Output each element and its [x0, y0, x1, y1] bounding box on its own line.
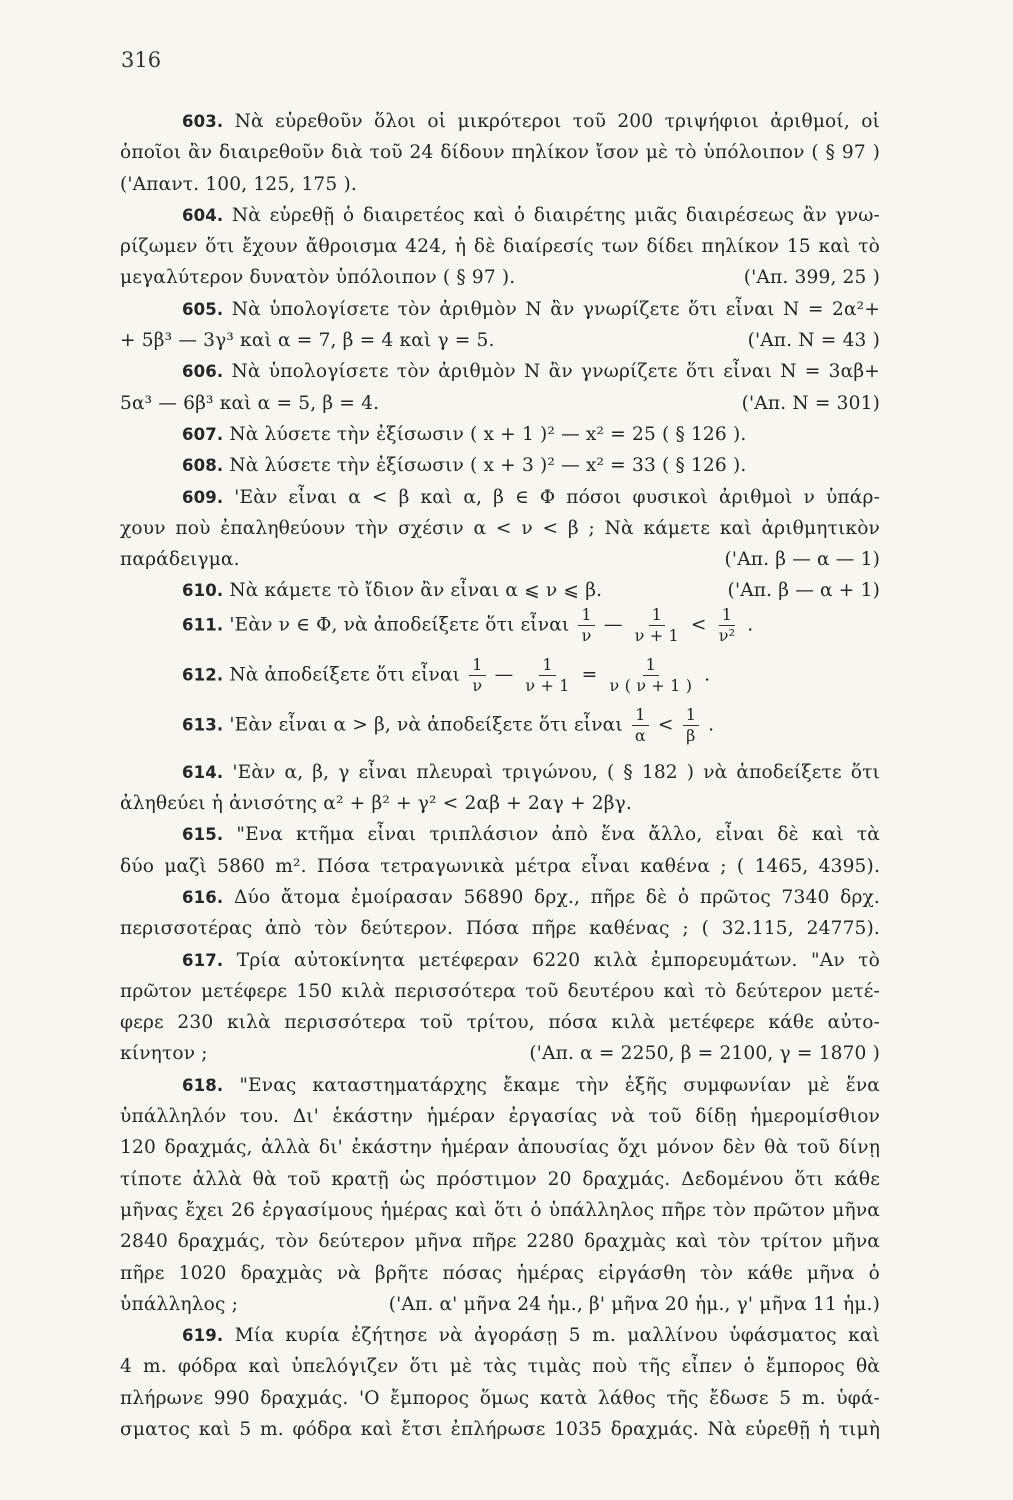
- text-line: [120, 1070, 880, 1101]
- text-line: [120, 1132, 880, 1163]
- problem-number: 617.: [182, 950, 224, 970]
- fraction-numerator: 1: [643, 657, 659, 676]
- line-text: Νὰ ὑπολογίσετε τὸν ἀριθμὸν Ν ἂν γνωρίζετε ὅτι εἶναι Ν = 2α²+: [231, 298, 880, 320]
- line-text: 'Εὰν εἶναι α < β καὶ α, β ∈ Φ πόσοι φυσικοὶ ἀριθμοὶ ν ὑπάρ-: [234, 486, 881, 508]
- text-line: [120, 913, 880, 944]
- fraction-numerator: 1: [469, 657, 485, 676]
- problem-number: 618.: [182, 1075, 224, 1095]
- text-line: [120, 262, 880, 293]
- math-operator: <: [684, 614, 713, 636]
- line-text: περισσοτέρας ἀπὸ τὸν δεύτερον. Πόσα πῆρε καθένας ; ( 32.115, 24775).: [120, 918, 880, 940]
- text-line: [120, 1101, 880, 1132]
- fraction: [469, 654, 485, 695]
- line-text: ὑπάλληλόν του. Δι' ἑκάστην ἡμέραν ἐργασίας νὰ τοῦ δίδῃ ἡμερομίσθιον: [120, 1106, 880, 1128]
- text-line: [120, 945, 880, 976]
- line-text: ὁποῖοι ἂν διαιρεθοῦν διὰ τοῦ 24 δίδουν πηλίκον ἴσον μὲ τὸ ὑπόλοιπον ( § 97 ): [120, 142, 880, 164]
- problem-number: 604.: [182, 205, 224, 225]
- text-line: [120, 1258, 880, 1289]
- line-text: "Ενας καταστηματάρχης ἔκαμε τὴν ἑξῆς συμφωνίαν μὲ ἕνα: [239, 1074, 881, 1096]
- text-line: [120, 819, 880, 850]
- fraction: [606, 654, 695, 695]
- fraction-numerator: 1: [632, 707, 648, 726]
- text-line: [120, 575, 880, 606]
- fraction: [632, 704, 649, 745]
- text-line: [120, 1007, 880, 1038]
- line-text: ἀληθεύει ἡ ἀνισότης α² + β² + γ² < 2αβ + 2αγ + 2βγ.: [120, 793, 632, 815]
- fraction-denominator: ν + 1: [634, 625, 679, 645]
- math-line: [120, 704, 880, 757]
- text-line: [120, 788, 880, 819]
- problem-number: 614.: [182, 762, 224, 782]
- line-text: 2840 δραχμάς, τὸν δεύτερον μῆνα πῆρε 2280 δραχμὰς καὶ τὸν τρίτον μῆνα: [120, 1231, 880, 1253]
- problem-number: 603.: [182, 112, 224, 131]
- math-operator: .: [702, 714, 715, 736]
- math-operator: .: [698, 664, 711, 686]
- text-line: [120, 851, 880, 882]
- fraction-denominator: β: [686, 725, 696, 745]
- answer-text: ('Απ. 399, 25 ): [743, 267, 880, 289]
- text-line: [120, 1164, 880, 1195]
- line-text: 120 δραχμάς, ἀλλὰ δι' ἑκάστην ἡμέραν ἀπουσίας ὄχι μόνον δὲν θὰ τοῦ δίνῃ: [120, 1137, 880, 1159]
- line-text: Δύο ἄτομα ἐμοίρασαν 56890 δρχ., πῆρε δὲ ὁ πρῶτος 7340 δρχ.: [233, 886, 880, 908]
- math-operator: —: [597, 614, 629, 636]
- text-line: [120, 1038, 880, 1069]
- text-line: [120, 1383, 880, 1414]
- fraction-numerator: 1: [719, 607, 735, 626]
- line-text: Νὰ λύσετε τὴν ἐξίσωσιν ( x + 1 )² — x² = 25 ( § 126 ).: [229, 423, 747, 445]
- text-line: [120, 513, 880, 544]
- line-text: Τρία αὐτοκίνητα μετέφεραν 6220 κιλὰ ἐμπορευμάτων. "Αν τὸ: [236, 949, 880, 971]
- text-line: [120, 482, 880, 513]
- problem-number: 616.: [182, 887, 224, 907]
- line-text: μῆνας ἔχει 26 ἐργασίμους ἡμέρας καὶ ὅτι ὁ ὑπάλληλος πῆρε τὸν πρῶτον μῆνα: [120, 1199, 880, 1221]
- text-line: [120, 169, 880, 200]
- fraction: [683, 704, 699, 745]
- fraction-denominator: ν + 1: [525, 675, 570, 695]
- text-line: [120, 1320, 880, 1351]
- math-line: [120, 604, 880, 657]
- line-text: Νὰ ὑπολογίσετε τὸν ἀριθμὸν Ν ἂν γνωρίζετε ὅτι εἶναι Ν = 3αβ+: [231, 361, 880, 383]
- text-line: [120, 1195, 880, 1226]
- text-line: [120, 1351, 880, 1382]
- math-line: [120, 654, 880, 707]
- line-text: + 5β³ — 3γ³ καὶ α = 7, β = 4 καὶ γ = 5.: [120, 330, 495, 352]
- line-text: χουν ποὺ ἐπαληθεύουν τὴν σχέσιν α < ν < β ; Νὰ κάμετε καὶ ἀριθμητικὸν: [120, 517, 880, 539]
- fraction: [716, 604, 738, 645]
- math-operator: —: [488, 664, 520, 686]
- line-text: παράδειγμα.: [120, 549, 240, 571]
- line-text: Νὰ ἀποδείξετε ὅτι εἶναι: [229, 664, 461, 686]
- text-line: [120, 882, 880, 913]
- line-text: Νὰ λύσετε τὴν ἐξίσωσιν ( x + 3 )² — x² = 33 ( § 126 ).: [229, 455, 747, 477]
- math-operator: .: [741, 614, 754, 636]
- answer-text: ('Απ. Ν = 301): [741, 392, 880, 414]
- problem-number: 606.: [182, 362, 224, 382]
- problem-number: 612.: [182, 665, 224, 685]
- problem-number: 611.: [182, 615, 224, 635]
- problem-number: 615.: [182, 825, 224, 845]
- text-line: [120, 976, 880, 1007]
- problem-number: 613.: [182, 715, 224, 735]
- math-operator: =: [575, 664, 604, 686]
- problem-number: 610.: [182, 581, 224, 601]
- fraction: [522, 654, 572, 695]
- line-text: Μία κυρία ἐζήτησε νὰ ἀγοράσῃ 5 m. μαλλίνου ὑφάσματος καὶ: [234, 1325, 881, 1347]
- text-line: [120, 757, 880, 788]
- fraction-denominator: ν²: [718, 625, 736, 645]
- line-text: μεγαλύτερον δυνατὸν ὑπόλοιπον ( § 97 ).: [120, 267, 516, 289]
- fraction: [632, 604, 682, 645]
- line-text: ρίζωμεν ὅτι ἔχουν ἄθροισμα 424, ἡ δὲ διαίρεσίς των δίδει πηλίκον 15 καὶ τὸ: [120, 236, 880, 258]
- answer-text: ('Απ. β — α + 1): [727, 580, 880, 602]
- answer-text: ('Απ. β — α — 1): [724, 549, 880, 571]
- text-body: [120, 106, 880, 1445]
- fraction-denominator: ν: [472, 675, 483, 695]
- problem-number: 605.: [182, 299, 224, 319]
- fraction-numerator: 1: [539, 657, 555, 676]
- text-line: [120, 106, 880, 137]
- line-text: ὑπάλληλος ;: [120, 1293, 239, 1315]
- text-line: [120, 200, 880, 231]
- line-text: πῆρε 1020 δραχμὰς νὰ βρῆτε πόσας ἡμέρας εἰργάσθη τὸν κάθε μῆνα ὁ: [120, 1262, 880, 1284]
- problem-number: 608.: [182, 456, 224, 476]
- page-number: 316: [121, 48, 162, 72]
- line-text: 'Εὰν α, β, γ εἶναι πλευραὶ τριγώνου, ( § 182 ) νὰ ἀποδείξετε ὅτι: [232, 761, 881, 783]
- line-text: Νὰ κάμετε τὸ ἴδιον ἂν εἶναι α ⩽ ν ⩽ β.: [229, 580, 603, 602]
- line-text: 'Εὰν εἶναι α > β, νὰ ἀποδείξετε ὅτι εἶναι: [229, 714, 623, 736]
- line-text: 'Εὰν ν ∈ Φ, νὰ ἀποδείξετε ὅτι εἶναι: [229, 614, 570, 636]
- line-text: πλήρωνε 990 δραχμάς. 'Ο ἔμπορος ὅμως κατὰ λάθος τῆς ἔδωσε 5 m. ὑφά-: [120, 1387, 880, 1409]
- text-line: [120, 137, 880, 168]
- problem-number: 607.: [182, 424, 224, 444]
- line-text: 5α³ — 6β³ καὶ α = 5, β = 4.: [120, 392, 380, 414]
- fraction-denominator: α: [634, 725, 646, 745]
- line-text: 4 m. φόδρα καὶ ὑπελόγιζεν ὅτι μὲ τὰς τιμὰς ποὺ τῆς εἶπεν ὁ ἔμπορος θὰ: [120, 1356, 880, 1378]
- line-text: πρῶτον μετέφερε 150 κιλὰ περισσότερα τοῦ δευτέρου καὶ τὸ δεύτερον μετέ-: [120, 980, 880, 1002]
- fraction-denominator: ν: [581, 625, 592, 645]
- line-text: τίποτε ἀλλὰ θὰ τοῦ κρατῇ ὡς πρόστιμον 20 δραχμάς. Δεδομένου ὅτι κάθε: [120, 1168, 880, 1190]
- line-text: "Ενα κτῆμα εἶναι τριπλάσιον ἀπὸ ἕνα ἄλλο, εἶναι δὲ καὶ τὰ: [236, 824, 881, 846]
- line-text: Νὰ εὑρεθοῦν ὅλοι οἱ μικρότεροι τοῦ 200 τριψήφιοι ἀριθμοί, οἱ: [234, 111, 880, 132]
- fraction-numerator: 1: [683, 707, 699, 726]
- fraction-denominator: ν ( ν + 1 ): [609, 675, 693, 695]
- line-text: δύο μαζὶ 5860 m². Πόσα τετραγωνικὰ μέτρα εἶναι καθένα ; ( 1465, 4395).: [120, 855, 880, 877]
- text-line: [120, 1289, 880, 1320]
- line-text: φερε 230 κιλὰ περισσότερα τοῦ τρίτου, πόσα κιλὰ μετέφερε κάθε αὐτο-: [120, 1012, 880, 1034]
- text-line: [120, 419, 880, 450]
- text-line: [120, 1414, 880, 1445]
- answer-text: ('Απ. α = 2250, β = 2100, γ = 1870 ): [529, 1043, 880, 1065]
- problem-number: 609.: [182, 487, 224, 507]
- line-text: ('Απαντ. 100, 125, 175 ).: [120, 173, 357, 195]
- text-line: [120, 231, 880, 262]
- math-operator: <: [651, 714, 680, 736]
- line-text: Νὰ εὑρεθῇ ὁ διαιρετέος καὶ ὁ διαιρέτης μιᾶς διαιρέσεως ἂν γνω-: [231, 204, 880, 226]
- text-line: [120, 356, 880, 387]
- answer-text: ('Απ. α' μῆνα 24 ἡμ., β' μῆνα 20 ἡμ., γ' μῆνα 11 ἡμ.): [388, 1293, 880, 1315]
- text-line: [120, 388, 880, 419]
- problem-number: 619.: [182, 1326, 224, 1346]
- text-line: [120, 1226, 880, 1257]
- text-line: [120, 325, 880, 356]
- answer-text: ('Απ. Ν = 43 ): [747, 330, 880, 352]
- fraction-numerator: 1: [578, 607, 594, 626]
- fraction-numerator: 1: [649, 607, 665, 626]
- fraction: [578, 604, 594, 645]
- text-line: [120, 294, 880, 325]
- line-text: σματος καὶ 5 m. φόδρα καὶ ἔτσι ἐπλήρωσε 1035 δραχμάς. Νὰ εὑρεθῇ ἡ τιμὴ: [120, 1418, 880, 1440]
- line-text: κίνητον ;: [120, 1043, 208, 1065]
- text-line: [120, 544, 880, 575]
- text-line: [120, 450, 880, 481]
